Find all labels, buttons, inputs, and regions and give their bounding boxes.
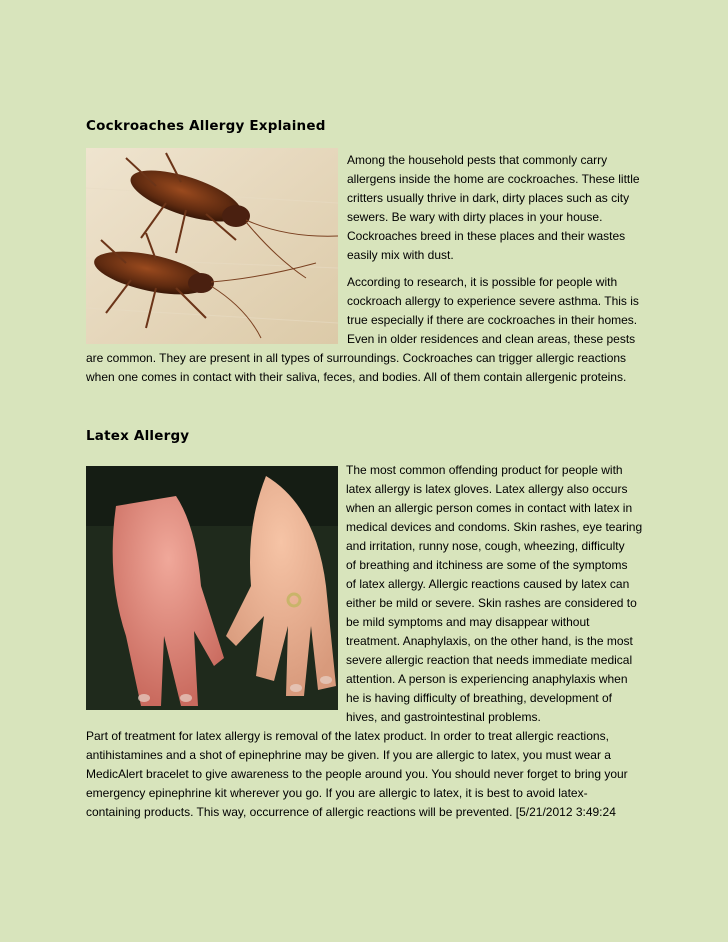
latex-paragraph-1: [346, 461, 646, 727]
cockroach-paragraph-2-continued: [86, 349, 656, 387]
text-line: medical devices and condoms. Skin rashes, eye tearing: [346, 520, 643, 534]
text-line: when one comes in contact with their saliva, feces, and bodies. All of them contain allergenic proteins.: [86, 370, 627, 384]
text-line: severe allergic reaction that needs immediate medical: [346, 653, 633, 667]
text-line: According to research, it is possible for people with: [347, 275, 618, 289]
cockroach-paragraph-1: [347, 151, 647, 265]
text-line: attention. A person is experiencing anaphylaxis when: [346, 672, 628, 686]
text-line: The most common offending product for people with: [346, 463, 623, 477]
latex-paragraph-2: [86, 727, 666, 822]
cockroach-paragraph-2: [347, 273, 647, 349]
text-line: Even in older residences and clean areas, these pests: [347, 332, 636, 346]
text-line: allergens inside the home are cockroaches. These little: [347, 172, 640, 186]
text-line: when an allergic person comes in contact with latex in: [346, 501, 633, 515]
text-line: containing products. This way, occurrence of allergic reactions will be prevented. [5/21/2012 3:49:24: [86, 805, 616, 819]
text-line: critters usually thrive in dark, dirty places such as city: [347, 191, 630, 205]
heading-latex-allergy: Latex Allergy: [86, 428, 190, 444]
text-line: Cockroaches breed in these places and their wastes: [347, 229, 626, 243]
text-line: MedicAlert bracelet to give awareness to the people around you. You should never forget to bring your: [86, 767, 628, 781]
cockroaches-photo: [86, 148, 338, 344]
text-line: easily mix with dust.: [347, 248, 454, 262]
text-line: treatment. Anaphylaxis, on the other hand, is the most: [346, 634, 633, 648]
text-line: of breathing and itchiness are some of the symptoms: [346, 558, 628, 572]
text-line: hives, and gastrointestinal problems.: [346, 710, 541, 724]
text-line: sewers. Be wary with dirty places in your house.: [347, 210, 603, 224]
text-line: Among the household pests that commonly carry: [347, 153, 608, 167]
text-line: be mild symptoms and may disappear without: [346, 615, 590, 629]
text-line: emergency epinephrine kit wherever you go. If you are allergic to latex, it is best to avoid latex-: [86, 786, 588, 800]
heading-cockroaches: Cockroaches Allergy Explained: [86, 118, 326, 134]
text-line: latex allergy is latex gloves. Latex allergy also occurs: [346, 482, 628, 496]
text-line: are common. They are present in all types of surroundings. Cockroaches can trigger allergic reactions: [86, 351, 627, 365]
text-line: either be mild or severe. Skin rashes are considered to: [346, 596, 637, 610]
text-line: true especially if there are cockroaches in their homes.: [347, 313, 638, 327]
text-line: antihistamines and a shot of epinephrine may be given. If you are allergic to latex, you must wear a: [86, 748, 611, 762]
text-line: he is having difficulty of breathing, development of: [346, 691, 612, 705]
text-line: and irritation, runny nose, cough, wheezing, difficulty: [346, 539, 625, 553]
hands-photo: [86, 466, 338, 710]
text-line: of latex allergy. Allergic reactions caused by latex can: [346, 577, 630, 591]
text-line: cockroach allergy to experience severe asthma. This is: [347, 294, 639, 308]
text-line: Part of treatment for latex allergy is removal of the latex product. In order to treat allergic reactions,: [86, 729, 609, 743]
